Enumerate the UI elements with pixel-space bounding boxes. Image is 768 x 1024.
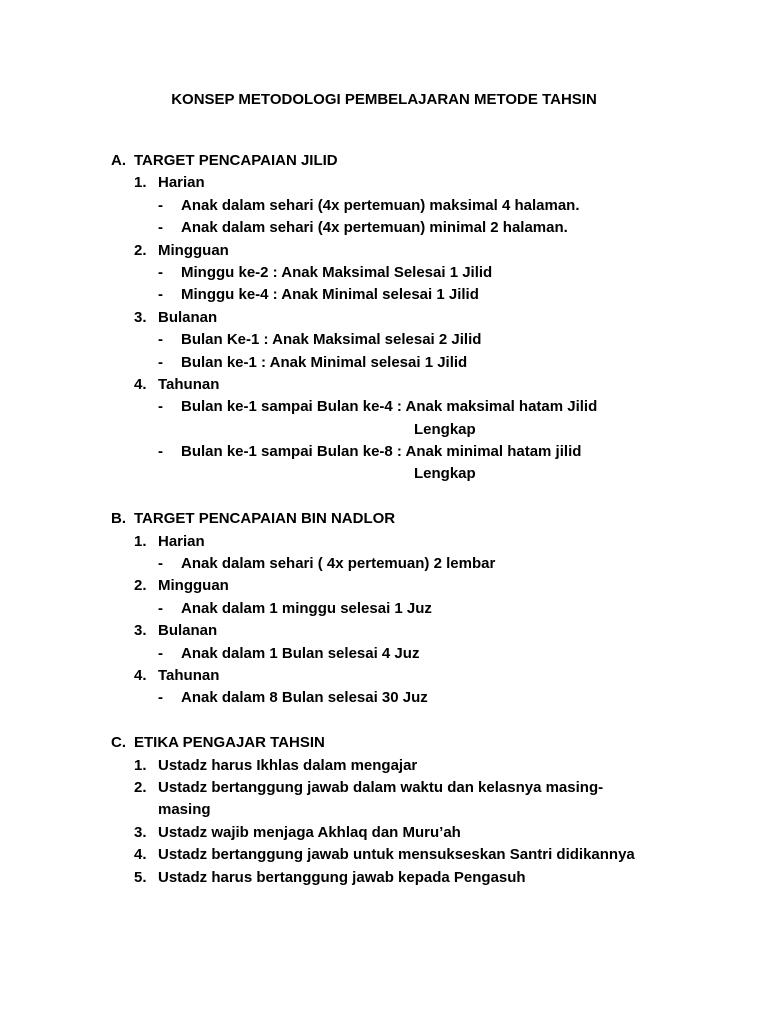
sub-item-text: Bulan ke-1 sampai Bulan ke-8 : Anak minimal hatam jilid xyxy=(181,443,582,461)
list-item-label: Tahunan xyxy=(158,666,220,684)
list-item xyxy=(0,620,768,642)
section-heading: ETIKA PENGAJAR TAHSIN xyxy=(134,734,325,752)
sub-item-continuation-text: Lengkap xyxy=(414,465,476,483)
section xyxy=(0,732,768,889)
document-title: KONSEP METODOLOGI PEMBELAJARAN METODE TAHSIN xyxy=(171,91,597,108)
list-item-number: 1. xyxy=(134,174,147,192)
sub-item xyxy=(0,598,768,620)
list-item xyxy=(0,755,768,777)
section-heading-row xyxy=(0,732,768,754)
sub-item xyxy=(0,329,768,351)
sub-item-text: Anak dalam sehari ( 4x pertemuan) 2 lembar xyxy=(181,555,496,573)
section-heading: TARGET PENCAPAIAN JILID xyxy=(134,152,338,169)
section-heading: TARGET PENCAPAIAN BIN NADLOR xyxy=(134,510,396,528)
list-item-label: Harian xyxy=(158,174,205,192)
list-item-label: Mingguan xyxy=(158,577,229,595)
sub-item-text: Anak dalam 1 minggu selesai 1 Juz xyxy=(181,599,432,617)
sub-item-text: Minggu ke-2 : Anak Maksimal Selesai 1 Jilid xyxy=(181,263,493,281)
list-item-number: 4. xyxy=(134,846,147,864)
section xyxy=(0,150,768,486)
section-heading-row xyxy=(0,508,768,530)
list-item xyxy=(0,777,768,799)
sub-item xyxy=(0,643,768,665)
sub-item xyxy=(0,195,768,217)
list-item-number: 2. xyxy=(134,778,147,796)
list-item-label: Ustadz bertanggung jawab dalam waktu dan kelasnya masing- xyxy=(158,778,604,796)
list-item xyxy=(0,665,768,687)
list-item xyxy=(0,822,768,844)
sub-item xyxy=(0,396,768,418)
section-letter: A. xyxy=(111,152,126,169)
list-item xyxy=(0,867,768,889)
sub-item xyxy=(0,284,768,306)
list-item xyxy=(0,531,768,553)
sub-item-text: Bulan ke-1 sampai Bulan ke-4 : Anak maksimal hatam Jilid xyxy=(181,398,598,416)
sub-item xyxy=(0,441,768,463)
sub-item xyxy=(0,553,768,575)
list-item-continuation xyxy=(0,799,768,821)
dash-bullet: - xyxy=(158,219,163,237)
list-item-label: Ustadz harus Ikhlas dalam mengajar xyxy=(158,756,418,774)
list-item-number: 1. xyxy=(134,756,147,774)
sub-item-text: Anak dalam sehari (4x pertemuan) maksimal 4 halaman. xyxy=(181,196,580,214)
section xyxy=(0,508,768,710)
dash-bullet: - xyxy=(158,644,163,662)
dash-bullet: - xyxy=(158,689,163,707)
sub-item-continuation-text: Lengkap xyxy=(414,420,476,438)
sub-item-text: Anak dalam sehari (4x pertemuan) minimal 2 halaman. xyxy=(181,219,568,237)
list-item-label: Bulanan xyxy=(158,622,218,640)
sub-item-text: Anak dalam 8 Bulan selesai 30 Juz xyxy=(181,689,428,707)
list-item-label: Harian xyxy=(158,532,205,550)
list-item-number: 1. xyxy=(134,532,147,550)
sub-item-text: Minggu ke-4 : Anak Minimal selesai 1 Jilid xyxy=(181,286,479,304)
list-item xyxy=(0,374,768,396)
dash-bullet: - xyxy=(158,555,163,573)
section-heading-row xyxy=(0,150,768,172)
section-letter: B. xyxy=(111,510,126,528)
list-item-continuation-text: masing xyxy=(158,801,211,819)
list-item-label: Ustadz bertanggung jawab untuk mensukseskan Santri didikannya xyxy=(158,846,635,864)
sub-item-text: Bulan ke-1 : Anak Minimal selesai 1 Jilid xyxy=(181,353,468,371)
dash-bullet: - xyxy=(158,599,163,617)
section-letter: C. xyxy=(111,734,126,752)
dash-bullet: - xyxy=(158,398,163,416)
list-item-number: 5. xyxy=(134,868,147,886)
list-item-label: Ustadz wajib menjaga Akhlaq dan Muru’ah xyxy=(158,823,461,841)
list-item-label: Tahunan xyxy=(158,375,220,393)
list-item xyxy=(0,172,768,194)
list-item-number: 4. xyxy=(134,666,147,684)
list-item-number: 3. xyxy=(134,622,147,640)
list-item-number: 2. xyxy=(134,577,147,595)
dash-bullet: - xyxy=(158,196,163,214)
list-item-number: 3. xyxy=(134,823,147,841)
dash-bullet: - xyxy=(158,286,163,304)
dash-bullet: - xyxy=(158,331,163,349)
sub-item-continuation xyxy=(0,419,768,441)
sub-item xyxy=(0,262,768,284)
dash-bullet: - xyxy=(158,443,163,461)
list-item-label: Mingguan xyxy=(158,241,229,259)
document-body xyxy=(0,150,768,911)
list-item xyxy=(0,307,768,329)
dash-bullet: - xyxy=(158,263,163,281)
list-item-label: Ustadz harus bertanggung jawab kepada Pengasuh xyxy=(158,868,526,886)
list-item-number: 2. xyxy=(134,241,147,259)
list-item xyxy=(0,240,768,262)
dash-bullet: - xyxy=(158,353,163,371)
sub-item xyxy=(0,687,768,709)
sub-item-text: Bulan Ke-1 : Anak Maksimal selesai 2 Jilid xyxy=(181,331,482,349)
list-item-label: Bulanan xyxy=(158,308,218,326)
sub-item xyxy=(0,217,768,239)
list-item-number: 3. xyxy=(134,308,147,326)
list-item xyxy=(0,575,768,597)
list-item xyxy=(0,844,768,866)
sub-item-continuation xyxy=(0,463,768,485)
sub-item xyxy=(0,352,768,374)
list-item-number: 4. xyxy=(134,375,147,393)
sub-item-text: Anak dalam 1 Bulan selesai 4 Juz xyxy=(181,644,420,662)
